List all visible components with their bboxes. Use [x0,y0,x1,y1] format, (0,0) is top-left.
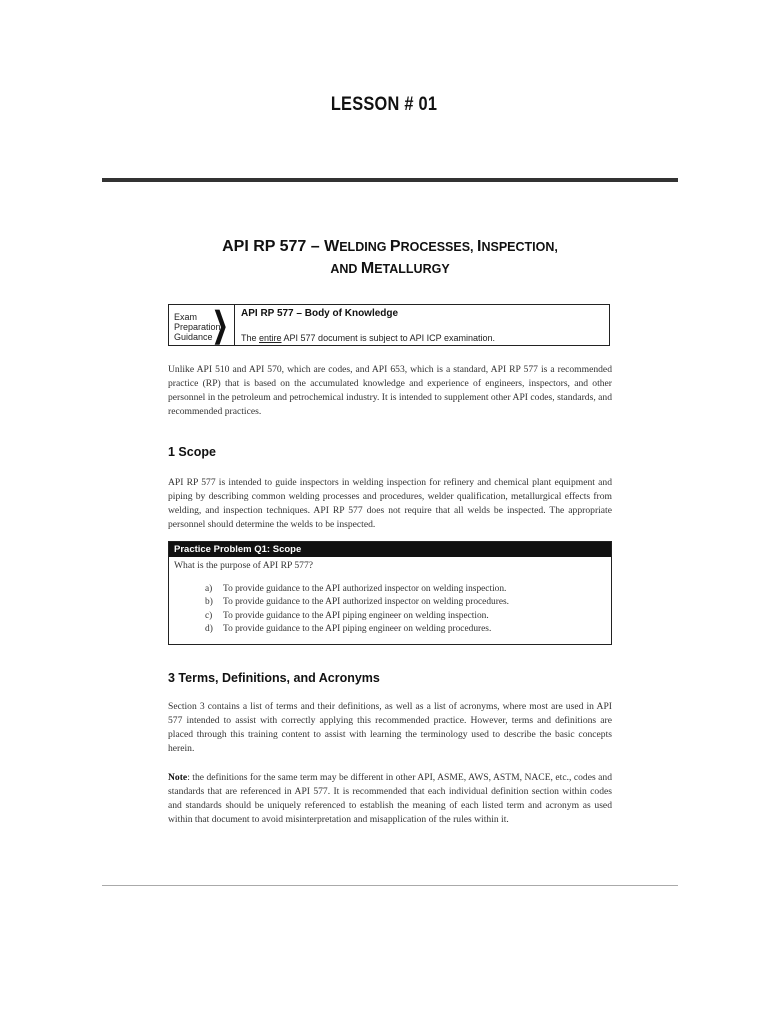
practice-problem-box [168,541,612,645]
scope-paragraph: API RP 577 is intended to guide inspectors in welding inspection for refinery and chemical plant equipment and piping by describing common welding processes and procedures, welder qualification, metallurgical effects from welding, and inspection techniques. API RP 577 does not require that all welds be inspected. The appropriate personnel should determine the welds to be inspected. [168,477,612,530]
intro-paragraph: Unlike API 510 and API 570, which are codes, and API 653, which is a standard, API RP 577 is a recommended practice (RP) that is based on the accumulated knowledge and experience of engineers, inspectors, and other personnel in the petroleum and petrochemical industry. It is intended to supplement other API codes, standards, and recommended practices. [168,364,612,417]
exam-guidance-label: Exam Preparation Guidance ❯ [169,305,235,345]
document-page [102,178,678,886]
document-title-line1: API RP 577 – WELDING PROCESSES, INSPECTION, [222,238,558,255]
exam-guidance-content [235,305,609,345]
practice-problem-options [205,583,611,637]
body-of-knowledge-heading: API RP 577 – Body of Knowledge [241,308,399,319]
option-item: d) To provide guidance to the API piping engineer on welding procedures. [205,624,492,635]
option-item: a) To provide guidance to the API authorized inspector on welding inspection. [205,584,507,594]
practice-problem-question: What is the purpose of API RP 577? [174,560,314,571]
practice-problem-heading: Practice Problem Q1: Scope [169,542,611,557]
note-paragraph: Note: the definitions for the same term may be different in other API, ASME, AWS, ASTM, NACE, etc., codes and standards that are referenced in API 577. It is recommended that each individual definition section within codes and standards should be uniquely referenced to establish the meaning of each listed term and acronym as used within that document to avoid misinterpretation and misapplication of the rules within it. [168,772,612,825]
note-label: Note [168,772,188,783]
document-title-line2: AND METALLURGY [330,260,450,277]
chevron-right-icon: ❯ [211,306,228,344]
scope-heading: 1 Scope [168,445,216,459]
terms-heading: 3 Terms, Definitions, and Acronyms [168,671,380,685]
option-item: c) To provide guidance to the API piping engineer on welding inspection. [205,610,489,621]
exam-guidance-box [168,304,610,346]
lesson-title: LESSON # 01 [330,94,438,115]
option-item: b) To provide guidance to the API authorized inspector on welding procedures. [205,597,509,608]
document-title [102,236,678,280]
body-of-knowledge-text: The entire API 577 document is subject to API ICP examination. [241,333,495,343]
terms-paragraph: Section 3 contains a list of terms and their definitions, as well as a list of acronyms, where most are used in API 577 intended to assist with correctly applying this recommended practice. However, terms and definitions are placed through this training content to assist with learning the terminology used to describe the basic concepts herein. [168,701,612,754]
